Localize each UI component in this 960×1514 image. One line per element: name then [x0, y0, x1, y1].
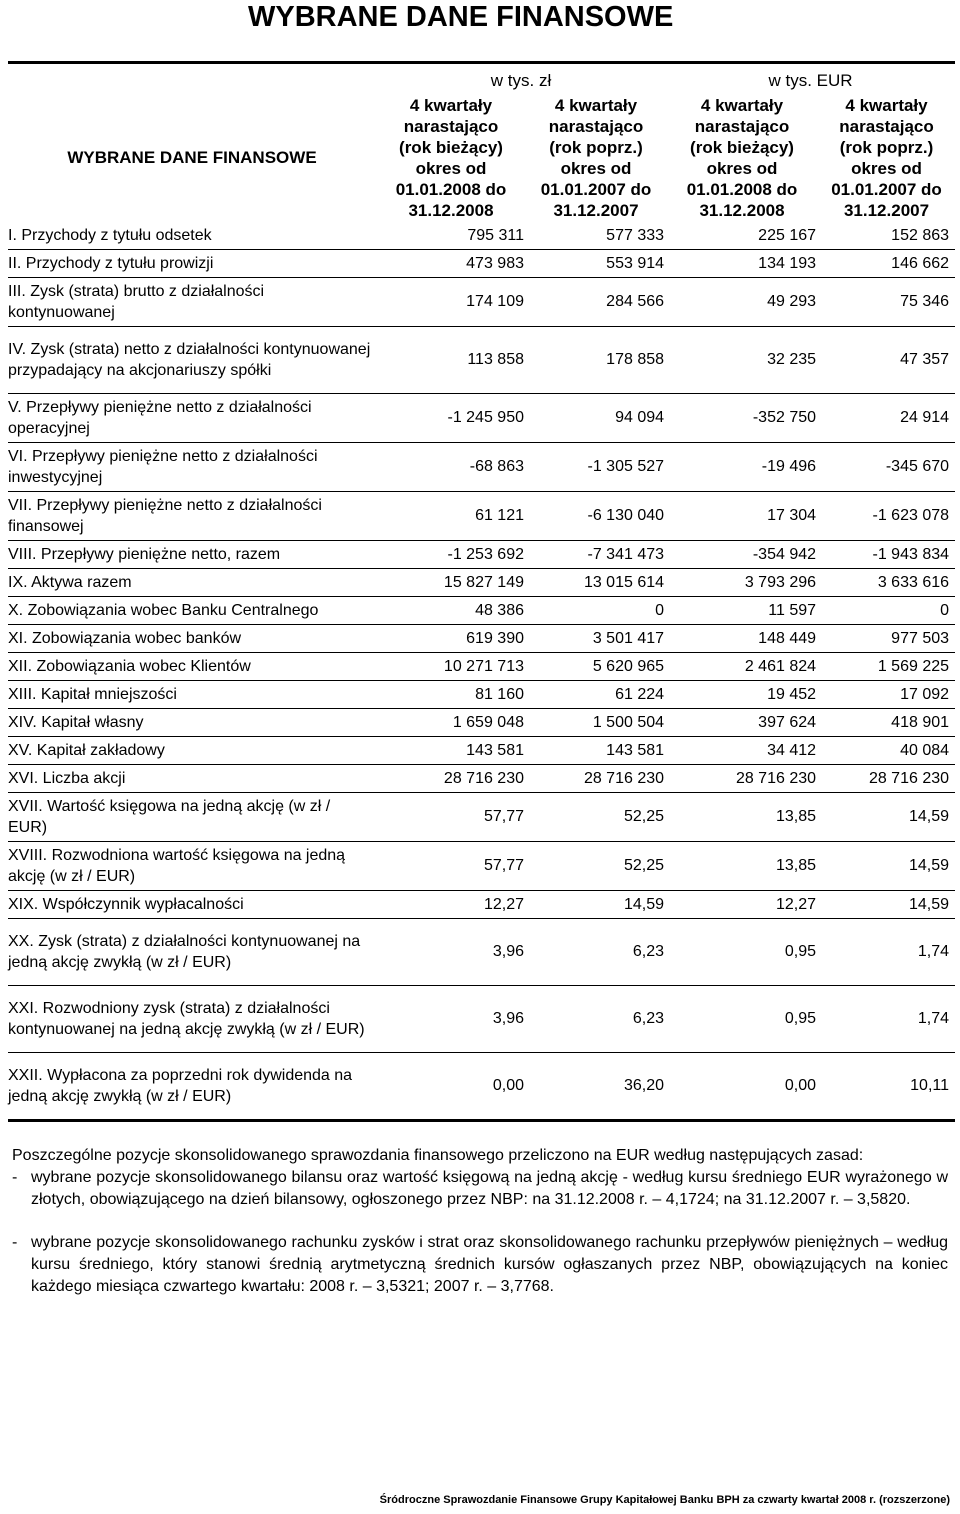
row-value: 418 901 — [818, 709, 955, 737]
table-row — [8, 765, 955, 793]
table-row — [8, 986, 955, 1053]
row-value: 619 390 — [376, 625, 526, 653]
table-row — [8, 919, 955, 986]
row-label: XV. Kapitał zakładowy — [8, 737, 376, 765]
row-value: -1 305 527 — [526, 443, 666, 492]
table-row — [8, 250, 955, 278]
row-value: 2 461 824 — [666, 653, 818, 681]
column-header-eur-current: 4 kwartały narastająco (rok bieżący) okres od 01.01.2008 do 31.12.2008 — [686, 96, 798, 220]
row-value: 12,27 — [666, 891, 818, 919]
row-value: 0 — [818, 597, 955, 625]
row-value: -6 130 040 — [526, 492, 666, 541]
column-header-pln-previous: 4 kwartały narastająco (rok poprz.) okres od 01.01.2007 do 31.12.2007 — [540, 96, 652, 220]
row-value: 28 716 230 — [526, 765, 666, 793]
row-value: 94 094 — [526, 394, 666, 443]
row-value: 57,77 — [376, 793, 526, 842]
row-value: 795 311 — [376, 222, 526, 250]
notes-bullet — [12, 1232, 948, 1298]
notes-bullet — [12, 1167, 948, 1211]
row-value: 52,25 — [526, 793, 666, 842]
table-row — [8, 625, 955, 653]
row-value: 3 501 417 — [526, 625, 666, 653]
row-value: 225 167 — [666, 222, 818, 250]
row-label: III. Zysk (strata) brutto z działalności kontynuowanej — [8, 278, 376, 327]
row-value: -1 253 692 — [376, 541, 526, 569]
row-value: -68 863 — [376, 443, 526, 492]
row-value: 32 235 — [666, 327, 818, 394]
row-value: 52,25 — [526, 842, 666, 891]
row-value: 17 092 — [818, 681, 955, 709]
row-value: 0,95 — [666, 919, 818, 986]
header-label: WYBRANE DANE FINANSOWE — [67, 148, 317, 167]
row-value: 10,11 — [818, 1053, 955, 1121]
row-value: 1 569 225 — [818, 653, 955, 681]
row-label: VII. Przepływy pieniężne netto z działalności finansowej — [8, 492, 376, 541]
row-value: 14,59 — [818, 793, 955, 842]
row-value: 473 983 — [376, 250, 526, 278]
row-value: 6,23 — [526, 919, 666, 986]
row-value: 0,95 — [666, 986, 818, 1053]
row-value: 3,96 — [376, 986, 526, 1053]
row-value: 3 793 296 — [666, 569, 818, 597]
row-label: XIII. Kapitał mniejszości — [8, 681, 376, 709]
row-value: 3 633 616 — [818, 569, 955, 597]
table-row — [8, 541, 955, 569]
row-label: XI. Zobowiązania wobec banków — [8, 625, 376, 653]
notes-bullet-text: wybrane pozycje skonsolidowanego bilansu oraz wartość księgową na jedną akcję - według kursu średniego EUR wyrażonego w złotych, obowiązującego na dzień bilansowy, ogłoszonego przez NBP: na 31.12.2008 r. – 4,1724; na 31.12.2007 r. – 3,5820. — [31, 1169, 948, 1208]
row-value: 24 914 — [818, 394, 955, 443]
row-value: 19 452 — [666, 681, 818, 709]
row-value: 17 304 — [666, 492, 818, 541]
row-value: 6,23 — [526, 986, 666, 1053]
row-value: 143 581 — [526, 737, 666, 765]
row-value: -354 942 — [666, 541, 818, 569]
row-label: VI. Przepływy pieniężne netto z działalności inwestycyjnej — [8, 443, 376, 492]
row-label: XXI. Rozwodniony zysk (strata) z działalności kontynuowanej na jedną akcję zwykłą (w zł / EUR) — [8, 986, 376, 1053]
notes-intro: Poszczególne pozycje skonsolidowanego sprawozdania finansowego przeliczono na EUR według następujących zasad: — [12, 1147, 864, 1164]
row-value: 28 716 230 — [818, 765, 955, 793]
row-label: VIII. Przepływy pieniężne netto, razem — [8, 541, 376, 569]
row-value: 48 386 — [376, 597, 526, 625]
header-row — [8, 94, 955, 222]
table-row — [8, 793, 955, 842]
row-value: 12,27 — [376, 891, 526, 919]
row-value: 5 620 965 — [526, 653, 666, 681]
row-value: -1 623 078 — [818, 492, 955, 541]
table-row — [8, 653, 955, 681]
row-value: 1,74 — [818, 986, 955, 1053]
row-value: 75 346 — [818, 278, 955, 327]
row-value: 178 858 — [526, 327, 666, 394]
row-value: 0,00 — [666, 1053, 818, 1121]
row-value: 57,77 — [376, 842, 526, 891]
row-label: XX. Zysk (strata) z działalności kontynuowanej na jedną akcję zwykłą (w zł / EUR) — [8, 919, 376, 986]
row-value: 148 449 — [666, 625, 818, 653]
row-label: X. Zobowiązania wobec Banku Centralnego — [8, 597, 376, 625]
table-row — [8, 1053, 955, 1121]
table-row — [8, 737, 955, 765]
row-value: 284 566 — [526, 278, 666, 327]
row-value: 14,59 — [526, 891, 666, 919]
unit-eur: w tys. EUR — [768, 71, 853, 90]
row-label: XIV. Kapitał własny — [8, 709, 376, 737]
unit-pln: w tys. zł — [490, 71, 552, 90]
row-value: 13,85 — [666, 842, 818, 891]
financial-data-table — [8, 64, 955, 1122]
table-row — [8, 842, 955, 891]
row-label: V. Przepływy pieniężne netto z działalności operacyjnej — [8, 394, 376, 443]
row-label: XII. Zobowiązania wobec Klientów — [8, 653, 376, 681]
row-value: 10 271 713 — [376, 653, 526, 681]
row-value: 14,59 — [818, 842, 955, 891]
row-value: 0,00 — [376, 1053, 526, 1121]
row-value: 13 015 614 — [526, 569, 666, 597]
column-header-eur-previous: 4 kwartały narastająco (rok poprz.) okres od 01.01.2007 do 31.12.2007 — [831, 96, 942, 220]
row-value: 1,74 — [818, 919, 955, 986]
row-value: 146 662 — [818, 250, 955, 278]
row-value: 152 863 — [818, 222, 955, 250]
row-label: IV. Zysk (strata) netto z działalności kontynuowanej przypadający na akcjonariuszy spółki — [8, 327, 376, 394]
row-value: -7 341 473 — [526, 541, 666, 569]
row-value: 28 716 230 — [376, 765, 526, 793]
page-title: WYBRANE DANE FINANSOWE — [248, 1, 674, 33]
row-label: XIX. Współczynnik wypłacalności — [8, 891, 376, 919]
page-footer: Śródroczne Sprawozdanie Finansowe Grupy Kapitałowej Banku BPH za czwarty kwartał 2008 r. (rozszerzone) — [379, 1494, 950, 1506]
row-value: 13,85 — [666, 793, 818, 842]
row-value: 977 503 — [818, 625, 955, 653]
row-value: -345 670 — [818, 443, 955, 492]
conversion-notes — [12, 1145, 948, 1298]
column-header-pln-current: 4 kwartały narastająco (rok bieżący) okres od 01.01.2008 do 31.12.2008 — [395, 96, 507, 220]
row-value: 1 500 504 — [526, 709, 666, 737]
table-row — [8, 222, 955, 250]
row-value: 49 293 — [666, 278, 818, 327]
row-value: 47 357 — [818, 327, 955, 394]
row-value: 34 412 — [666, 737, 818, 765]
row-value: 81 160 — [376, 681, 526, 709]
row-value: 3,96 — [376, 919, 526, 986]
row-value: 11 597 — [666, 597, 818, 625]
row-label: XVII. Wartość księgowa na jedną akcję (w zł / EUR) — [8, 793, 376, 842]
row-value: 113 858 — [376, 327, 526, 394]
row-value: 15 827 149 — [376, 569, 526, 597]
row-label: IX. Aktywa razem — [8, 569, 376, 597]
row-value: 577 333 — [526, 222, 666, 250]
row-value: 61 224 — [526, 681, 666, 709]
row-value: 134 193 — [666, 250, 818, 278]
table-row — [8, 327, 955, 394]
table-row — [8, 709, 955, 737]
table-row — [8, 597, 955, 625]
table-row — [8, 492, 955, 541]
table-row — [8, 569, 955, 597]
row-value: 0 — [526, 597, 666, 625]
row-value: -1 943 834 — [818, 541, 955, 569]
row-value: 397 624 — [666, 709, 818, 737]
row-value: 1 659 048 — [376, 709, 526, 737]
row-label: II. Przychody z tytułu prowizji — [8, 250, 376, 278]
row-value: 14,59 — [818, 891, 955, 919]
row-value: -1 245 950 — [376, 394, 526, 443]
table-row — [8, 278, 955, 327]
row-label: XXII. Wypłacona za poprzedni rok dywidenda na jedną akcję zwykłą (w zł / EUR) — [8, 1053, 376, 1121]
row-value: -19 496 — [666, 443, 818, 492]
table-row — [8, 394, 955, 443]
row-label: I. Przychody z tytułu odsetek — [8, 222, 376, 250]
row-value: 28 716 230 — [666, 765, 818, 793]
notes-bullet-text: wybrane pozycje skonsolidowanego rachunku zysków i strat oraz skonsolidowanego rachunku przepływów pieniężnych – według kursu średniego, który stanowi średnią arytmetyczną średnich kursów ogłaszanych przez NBP, obowiązujących na koniec każdego miesiąca czwartego kwartału: 2008 r. – 3,5321; 2007 r. – 3,7768. — [31, 1234, 948, 1295]
row-value: 143 581 — [376, 737, 526, 765]
bullet-dash: - — [12, 1169, 18, 1186]
row-value: 174 109 — [376, 278, 526, 327]
units-row — [8, 64, 955, 94]
table-row — [8, 681, 955, 709]
row-value: -352 750 — [666, 394, 818, 443]
row-value: 40 084 — [818, 737, 955, 765]
table-row — [8, 891, 955, 919]
row-value: 36,20 — [526, 1053, 666, 1121]
table-row — [8, 443, 955, 492]
row-value: 61 121 — [376, 492, 526, 541]
bullet-dash: - — [12, 1234, 18, 1251]
row-label: XVI. Liczba akcji — [8, 765, 376, 793]
row-value: 553 914 — [526, 250, 666, 278]
row-label: XVIII. Rozwodniona wartość księgowa na jedną akcję (w zł / EUR) — [8, 842, 376, 891]
